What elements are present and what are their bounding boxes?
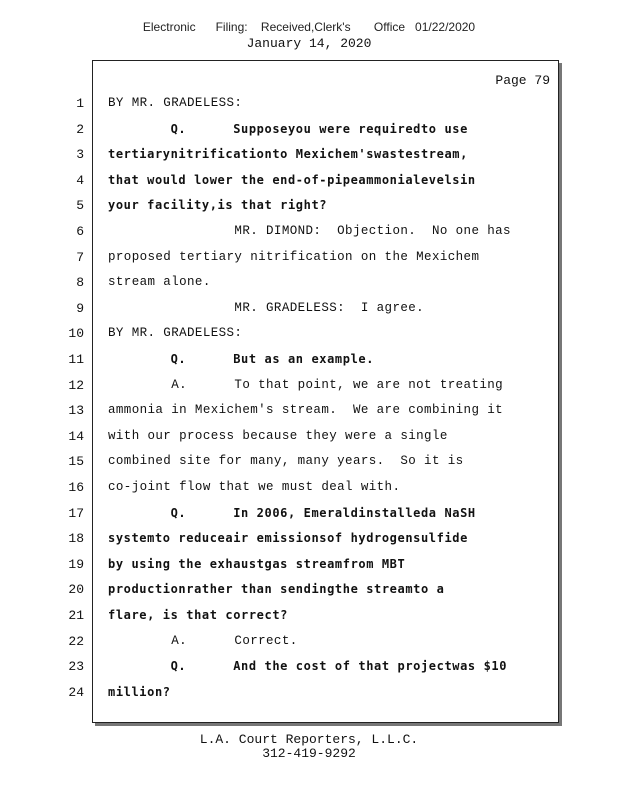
line-number: 12 xyxy=(68,377,84,393)
line-text: Q. In 2006, Emeraldinstalleda NaSH xyxy=(108,505,476,520)
transcript-line xyxy=(0,250,560,275)
transcript-line xyxy=(0,429,560,454)
line-number: 17 xyxy=(68,505,84,521)
line-number: 4 xyxy=(76,172,84,188)
transcript-line xyxy=(0,224,560,249)
transcript-date: January 14, 2020 xyxy=(246,36,372,51)
line-number: 20 xyxy=(68,582,84,598)
line-text: million? xyxy=(108,684,171,699)
line-text: flare, is that correct? xyxy=(108,608,288,622)
transcript-line xyxy=(0,198,560,223)
footer xyxy=(0,733,618,761)
line-text: with our process because they were a single xyxy=(108,428,448,443)
line-number: 19 xyxy=(68,556,84,572)
line-number: 24 xyxy=(68,684,84,700)
transcript-line xyxy=(0,557,560,582)
line-text: stream alone. xyxy=(108,275,211,290)
line-text: proposed tertiary nitrification on the Mexichem xyxy=(108,249,480,264)
line-number: 18 xyxy=(68,531,84,547)
line-number: 13 xyxy=(68,403,84,419)
line-text: systemto reduceair emissionsof hydrogensulfide xyxy=(108,531,468,546)
line-text: A. Correct. xyxy=(108,633,298,648)
line-text: by using the exhaustgas streamfrom MBT xyxy=(108,556,406,571)
filing-stamp: Electronic Filing: Received,Clerk's Office 01/22/2020 xyxy=(142,20,476,34)
line-number: 9 xyxy=(76,300,84,316)
line-number: 10 xyxy=(68,326,84,342)
transcript-line xyxy=(0,122,560,147)
transcript-line xyxy=(0,352,560,377)
transcript-line xyxy=(0,301,560,326)
line-number: 7 xyxy=(76,249,84,265)
line-text: MR. GRADELESS: I agree. xyxy=(108,300,425,315)
transcript-line xyxy=(0,634,560,659)
transcript-line xyxy=(0,608,560,633)
transcript-line xyxy=(0,685,560,710)
line-text: combined site for many, many years. So it is xyxy=(108,454,464,469)
line-number: 14 xyxy=(68,428,84,444)
line-text: productionrather than sendingthe streamto a xyxy=(108,582,445,597)
transcript-line xyxy=(0,454,560,479)
line-number: 3 xyxy=(76,147,84,163)
transcript-line xyxy=(0,480,560,505)
line-number: 6 xyxy=(76,224,84,239)
transcript-line xyxy=(0,531,560,556)
line-number: 11 xyxy=(68,352,84,367)
reporter-phone: 312-419-9292 xyxy=(262,746,356,761)
reporter-company: L.A. Court Reporters, L.L.C. xyxy=(199,732,419,747)
line-text: Q. And the cost of that projectwas $10 xyxy=(108,659,508,674)
line-text: your facility,is that right? xyxy=(108,198,328,213)
line-number: 15 xyxy=(68,454,84,470)
line-text: MR. DIMOND: Objection. No one has xyxy=(108,224,511,238)
transcript-line xyxy=(0,326,560,351)
transcript-line xyxy=(0,147,560,172)
transcript-line xyxy=(0,403,560,428)
line-number: 8 xyxy=(76,275,84,291)
line-number: 23 xyxy=(68,659,84,675)
transcript-line xyxy=(0,173,560,198)
transcript-line xyxy=(0,96,560,121)
line-text: ammonia in Mexichem's stream. We are combining it xyxy=(108,403,504,418)
transcript-line xyxy=(0,275,560,300)
line-number: 21 xyxy=(68,608,84,623)
page-number: Page 79 xyxy=(495,73,550,88)
line-text: co-joint flow that we must deal with. xyxy=(108,480,401,494)
line-number: 1 xyxy=(76,96,84,111)
line-text: BY MR. GRADELESS: xyxy=(108,326,243,341)
transcript-line xyxy=(0,506,560,531)
line-number: 2 xyxy=(76,121,84,137)
line-text: BY MR. GRADELESS: xyxy=(108,96,243,110)
transcript-line xyxy=(0,659,560,684)
line-text: tertiarynitrificationto Mexichem'swastestream, xyxy=(108,147,468,162)
line-number: 22 xyxy=(68,633,84,649)
transcript-line xyxy=(0,378,560,403)
line-text: Q. Supposeyou were requiredto use xyxy=(108,121,468,136)
line-text: A. To that point, we are not treating xyxy=(108,377,504,392)
line-number: 5 xyxy=(76,198,84,214)
transcript-line xyxy=(0,582,560,607)
line-number: 16 xyxy=(68,480,84,495)
line-text: Q. But as an example. xyxy=(108,352,375,366)
line-text: that would lower the end-of-pipeammonialevelsin xyxy=(108,172,476,187)
